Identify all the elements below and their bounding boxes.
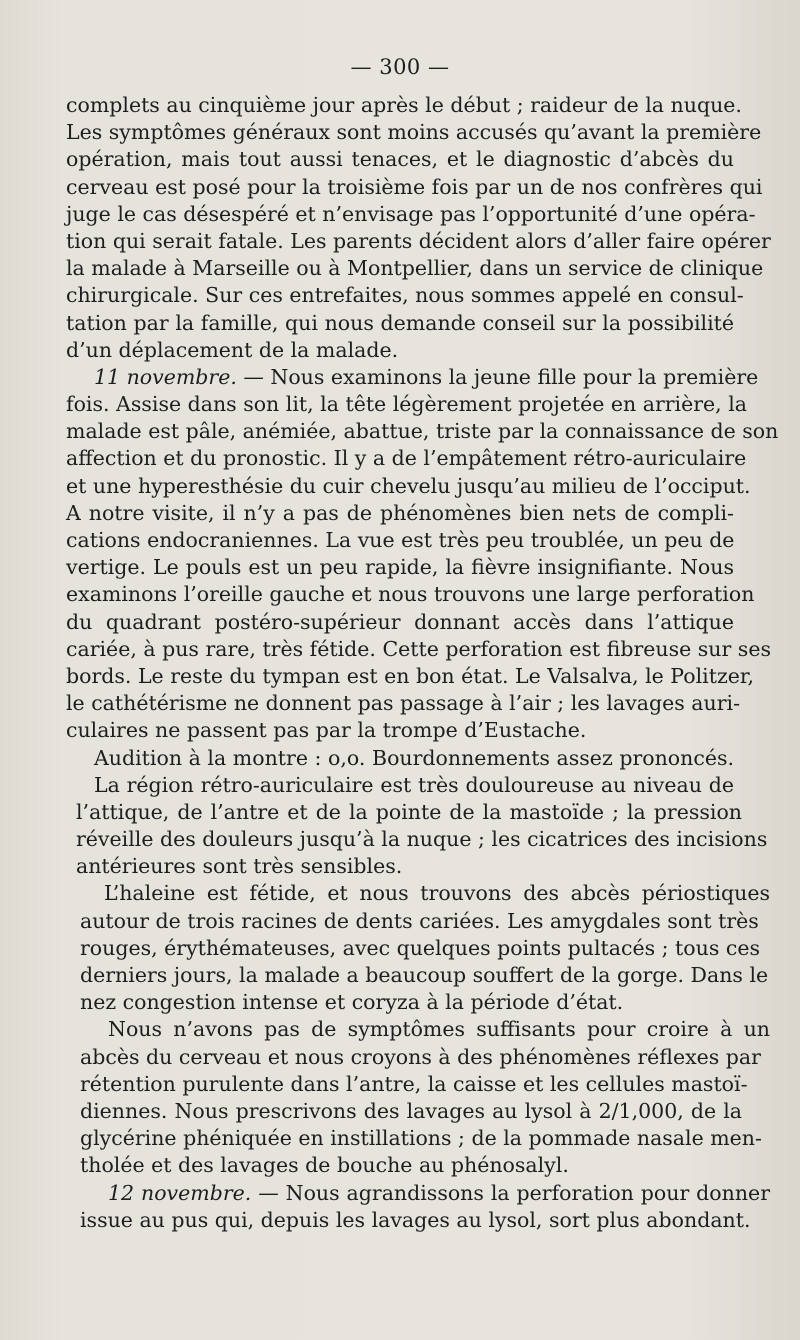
line-text: opération, mais tout aussi tenaces, et le diagnostic d’abcès du xyxy=(66,147,734,172)
line-text: fois. Assise dans son lit, la tête légèrement projetée en arrière, la xyxy=(66,392,747,417)
line-text: abcès du cerveau et nous croyons à des phénomènes réflexes par xyxy=(80,1044,761,1069)
line-text: du quadrant postéro-supérieur donnant accès dans l’attique xyxy=(66,609,734,634)
line-text: Nous n’avons pas de symptômes suffisants pour croire à un xyxy=(108,1017,770,1042)
line-text: complets au cinquième jour après le début ; raideur de la nuque. xyxy=(66,93,742,117)
line-text: juge le cas désespéré et n’envisage pas l’opportunité d’une opéra- xyxy=(66,201,756,226)
text-line xyxy=(80,962,769,989)
line-text: glycérine phéniquée en instillations ; de la pommade nasale men- xyxy=(80,1126,762,1151)
text-line xyxy=(66,745,734,772)
line-text: réveille des douleurs jusqu’à la nuque ; les cicatrices des incisions xyxy=(76,827,768,852)
line-text: La région rétro-auriculaire est très douloureuse au niveau de xyxy=(94,772,734,797)
text-line xyxy=(80,989,742,1016)
text-line xyxy=(76,799,742,826)
text-line xyxy=(66,337,734,364)
text-line xyxy=(80,1180,770,1207)
text-line xyxy=(66,500,734,527)
line-text: — Nous agrandissons la perforation pour donner xyxy=(251,1180,770,1205)
line-text: derniers jours, la malade a beaucoup souffert de la gorge. Dans le xyxy=(80,963,769,987)
text-line xyxy=(66,391,747,418)
line-text: rouges, érythémateuses, avec quelques points pultacés ; tous ces xyxy=(80,935,760,960)
line-text: tholée et des lavages de bouche au phénosalyl. xyxy=(80,1153,569,1178)
text-line xyxy=(66,146,734,173)
line-text: l’attique, de l’antre et de la pointe de la mastoïde ; la pression xyxy=(76,799,742,824)
date-heading: 12 novembre. xyxy=(108,1180,252,1205)
text-line xyxy=(66,255,764,282)
line-text: culaires ne passent pas par la trompe d’Eustache. xyxy=(66,718,587,743)
text-line xyxy=(80,1152,742,1179)
text-line xyxy=(66,174,763,201)
line-text: tion qui serait fatale. Les parents décident alors d’aller faire opérer xyxy=(66,228,771,253)
text-line xyxy=(80,908,759,935)
text-line xyxy=(66,717,734,744)
line-text: chirurgicale. Sur ces entrefaites, nous sommes appelé en consul- xyxy=(66,283,744,308)
text-line xyxy=(80,1044,761,1071)
text-line xyxy=(76,853,742,880)
text-line xyxy=(66,690,741,717)
line-text: bords. Le reste du tympan est en bon état. Le Valsalva, le Politzer, xyxy=(66,663,754,688)
line-text: antérieures sont très sensibles. xyxy=(76,854,403,879)
text-line xyxy=(66,581,755,608)
text-line xyxy=(66,282,744,309)
line-text: cerveau est posé pour la troisième fois par un de nos confrères qui xyxy=(66,174,763,199)
text-line xyxy=(66,609,734,636)
line-text: affection et du pronostic. Il y a de l’empâtement rétro-auriculaire xyxy=(66,446,747,471)
line-text: autour de trois racines de dents cariées. Les amygdales sont très xyxy=(80,908,759,933)
line-text: rétention purulente dans l’antre, la caisse et les cellules mastoï- xyxy=(80,1071,748,1096)
line-text: Les symptômes généraux sont moins accusés qu’avant la première xyxy=(66,120,762,145)
text-line xyxy=(80,1016,770,1043)
text-line xyxy=(66,663,754,690)
text-line xyxy=(66,310,734,337)
text-line xyxy=(66,473,751,500)
line-text: Audition à la montre : o,o. Bourdonnements assez prononcés. xyxy=(94,745,734,770)
date-heading: 11 novembre. xyxy=(94,364,237,389)
text-line xyxy=(80,1071,748,1098)
line-text: cariée, à pus rare, très fétide. Cette perforation est fibreuse sur ses xyxy=(66,636,771,661)
line-text: nez congestion intense et coryza à la période d’état. xyxy=(80,990,624,1015)
text-line xyxy=(66,418,779,445)
line-text: diennes. Nous prescrivons des lavages au lysol à 2/1,000, de la xyxy=(80,1098,742,1123)
text-line xyxy=(66,445,747,472)
text-line xyxy=(80,1125,762,1152)
text-line xyxy=(76,880,770,907)
text-line xyxy=(66,119,762,146)
line-text: d’un déplacement de la malade. xyxy=(66,337,399,362)
text-line xyxy=(66,527,734,554)
line-text: malade est pâle, anémiée, abattue, triste par la connaissance de son xyxy=(66,419,779,444)
line-text: la malade à Marseille ou à Montpellier, dans un service de clinique xyxy=(66,256,764,281)
text-line xyxy=(66,201,756,228)
line-text: issue au pus qui, depuis les lavages au lysol, sort plus abondant. xyxy=(80,1207,751,1232)
text-line xyxy=(80,935,760,962)
page-number: — 300 — xyxy=(350,55,450,79)
line-text: vertige. Le pouls est un peu rapide, la fièvre insignifiante. Nous xyxy=(66,555,734,580)
line-text: L’haleine est fétide, et nous trouvons des abcès périostiques xyxy=(104,881,770,906)
text-line xyxy=(80,1098,742,1125)
text-line xyxy=(66,364,759,391)
text-line xyxy=(66,92,742,119)
line-text: tation par la famille, qui nous demande conseil sur la possibilité xyxy=(66,310,734,335)
text-line xyxy=(66,554,734,581)
line-text: cations endocraniennes. La vue est très peu troublée, un peu de xyxy=(66,528,735,552)
body-text xyxy=(66,92,779,1234)
text-line xyxy=(66,772,734,799)
line-text: — Nous examinons la jeune fille pour la première xyxy=(236,364,759,389)
line-text: et une hyperesthésie du cuir chevelu jusqu’au milieu de l’occiput. xyxy=(66,473,751,498)
text-line xyxy=(80,1207,751,1234)
line-text: le cathétérisme ne donnent pas passage à l’air ; les lavages auri- xyxy=(66,691,741,716)
text-line xyxy=(66,636,771,663)
line-text: A notre visite, il n’y a pas de phénomènes bien nets de compli- xyxy=(66,500,734,525)
text-line xyxy=(76,826,768,853)
text-line xyxy=(66,228,771,255)
line-text: examinons l’oreille gauche et nous trouvons une large perforation xyxy=(66,582,755,607)
